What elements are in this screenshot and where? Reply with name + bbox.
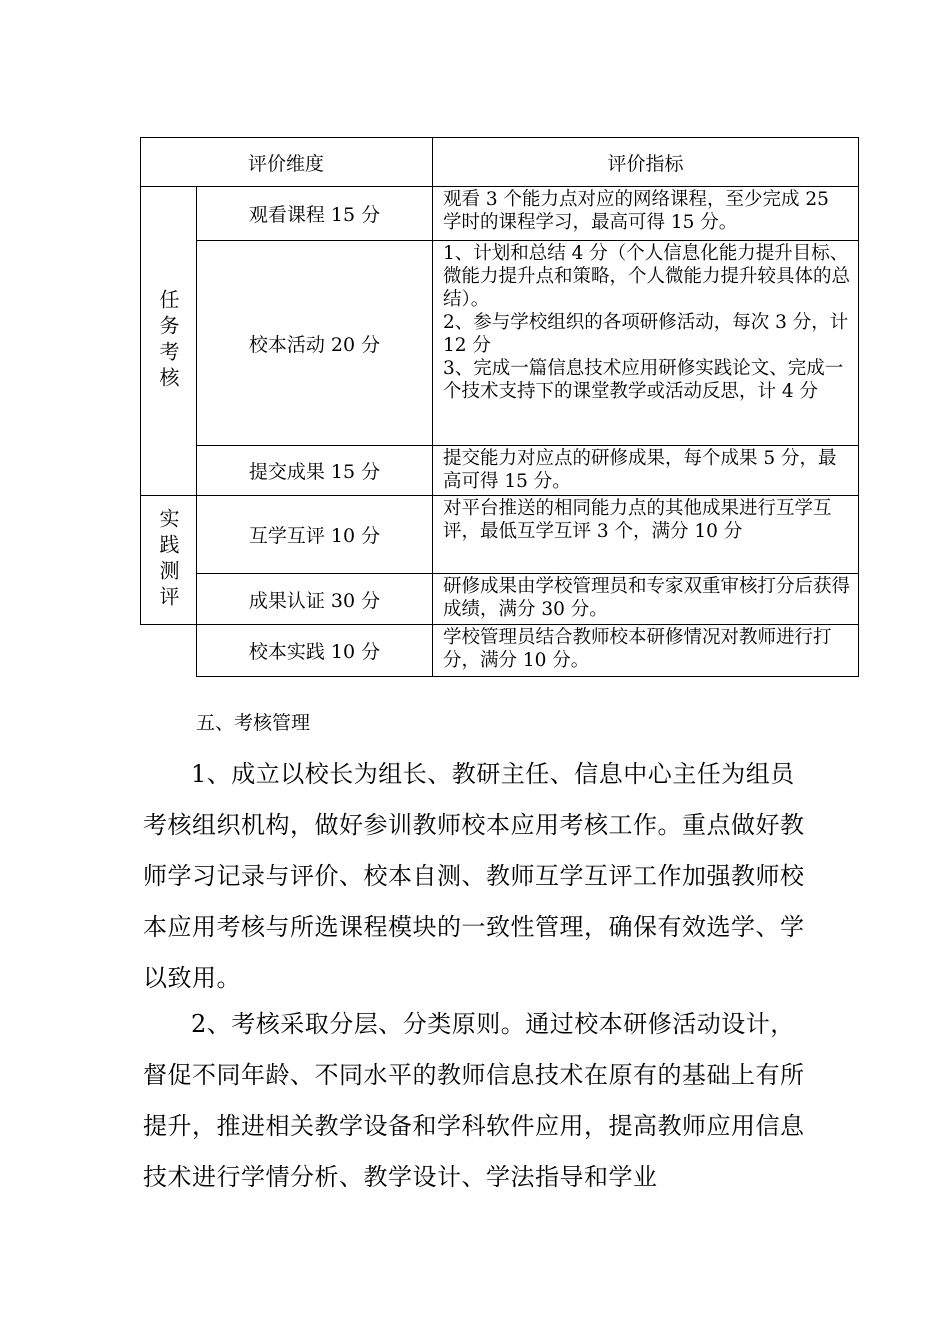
criteria-text: 2、参与学校组织的各项研修活动，每次 3 分，计 12 分 xyxy=(443,312,849,356)
paragraph-text: 1、成立以校长为组长、教研主任、信息中心主任为组员考核组织机构，做好参训教师校本应用考核工作。重点做好教师学习记录与评价、校本自测、教师互学互评工作加强教师校本应用考核与所选课程模块的一致性管理，确保有效选学、学以致用。 xyxy=(143,760,805,992)
header-indicator: 评价指标 xyxy=(607,152,684,175)
group-label: 实践测评 xyxy=(156,508,180,612)
criteria-text: 提交能力对应点的研修成果，每个成果 5 分，最高可得 15 分。 xyxy=(443,448,837,492)
criteria-cell xyxy=(433,625,858,676)
criteria-text: 研修成果由学校管理员和专家双重审核打分后获得成绩，满分 30 分。 xyxy=(443,576,851,620)
criteria-text: 观看 3 个能力点对应的网络课程，至少完成 25 学时的课程学习，最高可得 15 分。 xyxy=(443,189,829,233)
criteria-text: 1、计划和总结 4 分（个人信息化能力提升目标、微能力提升点和策略，个人微能力提升较具体的总结）。 xyxy=(443,243,851,310)
item-label: 校本实践 10 分 xyxy=(248,641,381,663)
item-label: 互学互评 10 分 xyxy=(248,525,381,547)
criteria-text: 对平台推送的相同能力点的其他成果进行互学互评，最低互学互评 3 个，满分 10 分 xyxy=(443,498,832,542)
body-paragraph xyxy=(143,749,818,1004)
item-label: 提交成果 15 分 xyxy=(248,461,381,483)
criteria-text: 学校管理员结合教师校本研修情况对教师进行打分，满分 10 分。 xyxy=(443,627,832,671)
criteria-cell xyxy=(433,574,858,624)
group-label: 任务考核 xyxy=(156,289,180,393)
item-label: 观看课程 15 分 xyxy=(248,204,381,226)
criteria-cell xyxy=(433,241,858,445)
criteria-cell xyxy=(433,446,858,495)
body-paragraph xyxy=(143,999,818,1203)
evaluation-table xyxy=(140,137,859,677)
section-title: 五、考核管理 xyxy=(196,712,311,734)
item-label: 成果认证 30 分 xyxy=(248,589,381,612)
criteria-text: 3、完成一篇信息技术应用研修实践论文、完成一个技术支持下的课堂教学或活动反思，计 4 分 xyxy=(443,358,844,402)
header-dimension: 评价维度 xyxy=(247,152,324,175)
criteria-cell xyxy=(433,496,858,573)
item-label: 校本活动 20 分 xyxy=(248,333,381,356)
criteria-cell xyxy=(433,187,858,240)
paragraph-text: 2、考核采取分层、分类原则。通过校本研修活动设计，督促不同年龄、不同水平的教师信息技术在原有的基础上有所提升，推进相关教学设备和学科软件应用，提高教师应用信息技术进行学情分析、教学设计、学法指导和学业 xyxy=(143,1010,805,1191)
